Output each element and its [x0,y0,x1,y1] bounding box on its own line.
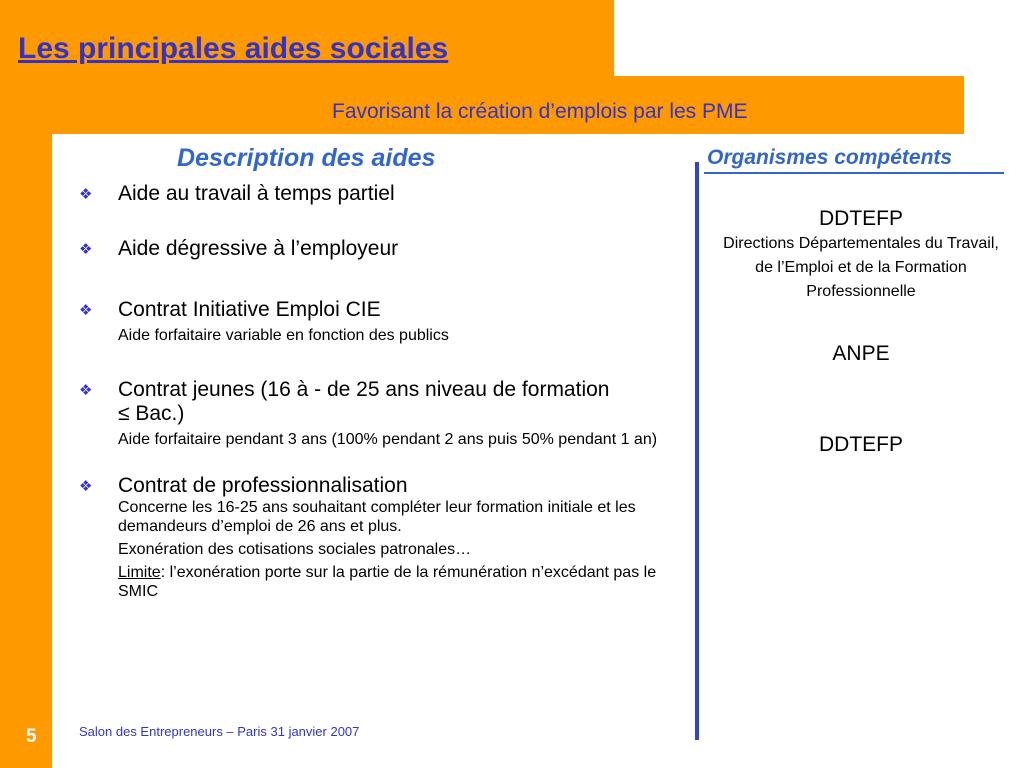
aide-title: Aide dégressive à l’employeur [118,237,399,260]
aide-item-temps-partiel [79,182,718,206]
organismes-heading-underline [704,172,1004,174]
aide-item-degressive [79,237,718,261]
footer-text: Salon des Entrepreneurs – Paris 31 janvier 2007 [79,724,360,739]
organisme-description: Directions Départementales du Travail, de l’Emploi et de la Formation Professionnelle [723,235,999,300]
aide-detail: Concerne les 16-25 ans souhaitant compléter leur formation initiale et les demandeurs d’emploi de 26 ans et plus. [118,499,636,535]
slide-title: Les principales aides sociales [18,32,449,65]
aide-detail: Aide forfaitaire pendant 3 ans (100% pendant 2 ans puis 50% pendant 1 an) [118,431,658,448]
organisme-anpe [718,341,1004,367]
aide-title: Contrat jeunes (16 à - de 25 ans niveau de formation ≤ Bac.) [118,378,610,425]
aide-item-contrat-jeunes [79,378,658,449]
organisme-ddtefp [718,206,1004,304]
diamond-bullet-icon: ❖ [79,186,93,203]
aide-detail: Aide forfaitaire variable en fonction des publics [118,327,449,344]
aide-item-professionnalisation [79,474,658,601]
diamond-bullet-icon: ❖ [79,382,93,399]
aide-title: Aide au travail à temps partiel [118,182,395,205]
diamond-bullet-icon: ❖ [79,302,93,319]
limite-label: Limite [118,564,161,581]
organisme-ddtefp-2 [718,432,1004,458]
aide-detail: Exonération des cotisations sociales patronales… [118,541,472,558]
aide-limite [118,563,658,601]
aide-title: Contrat de professionnalisation [118,474,408,497]
aide-title: Contrat Initiative Emploi CIE [118,298,381,321]
aide-item-cie [79,298,718,345]
organisme-name: DDTEFP [819,433,903,456]
organismes-heading: Organismes compétents [707,146,953,169]
slide-number: 5 [26,726,37,747]
diamond-bullet-icon: ❖ [79,241,93,258]
organisme-name: DDTEFP [819,207,903,230]
organisme-name: ANPE [832,342,890,365]
diamond-bullet-icon: ❖ [79,478,93,495]
left-border-band [0,132,52,768]
limite-text: : l’exonération porte sur la partie de la rémunération n’excédant pas le SMIC [118,564,657,600]
slide-subtitle: Favorisant la création d’emplois par les PME [332,100,748,123]
description-heading: Description des aides [177,144,436,172]
